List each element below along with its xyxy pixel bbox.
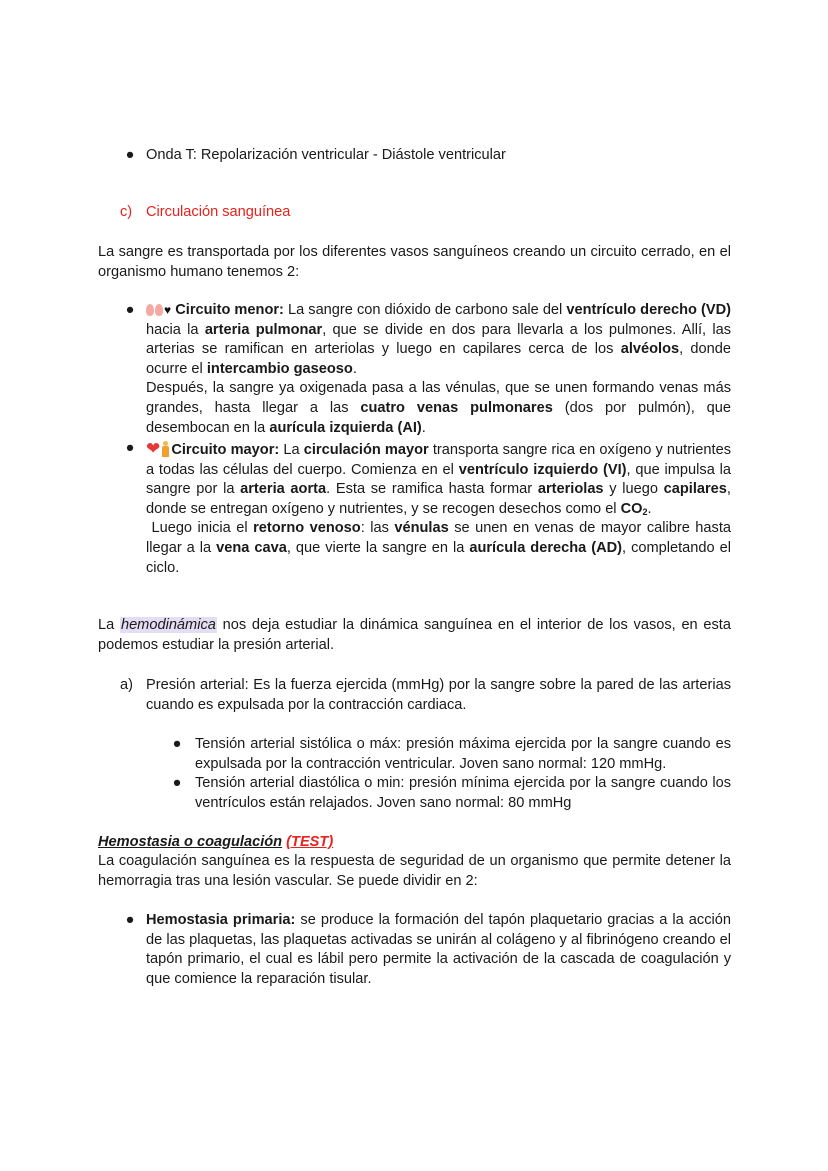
onda-t-text: Onda T: Repolarización ventricular - Diástole ventricular xyxy=(146,147,506,163)
hemostasia-primaria-item: ● Hemostasia primaria: se produce la formación del tapón plaquetario gracias a la acción de las plaquetas, las plaquetas activadas se unirán al colágeno y al fibrinógeno creando el tapón primario, el cual es lábil pero permite la activación de la cascada de coagulación y que comience la reparación tisular. xyxy=(125,912,731,987)
circuito-menor-paragraph-1: ♥ Circuito menor: La sangre con dióxido de carbono sale del ventrículo derecho (VD) hacia la arteria pulmonar, que se divide en dos para llevarla a los pulmones. Allí, las arterias se ramifican en arteriolas y luego en capilares cerca de los alvéolos, donde ocurre el intercambio gaseoso. xyxy=(146,302,731,377)
circuito-mayor-label: Circuito mayor: xyxy=(171,442,280,458)
highlighted-term: hemodinámica xyxy=(120,617,216,633)
circuito-mayor-item xyxy=(98,439,736,578)
hemodinamica-paragraph: La hemodinámica nos deja estudiar la dinámica sanguínea en el interior de los vasos, en esta podemos estudiar la presión arterial. xyxy=(98,617,731,653)
presion-arterial-text: Presión arterial: Es la fuerza ejercida (mmHg) por la sangre sobre la pared de las arterias cuando es expulsada por la contracción cardiaca. xyxy=(146,677,731,713)
hemostasia-primaria-label: Hemostasia primaria: xyxy=(146,912,296,928)
bullet-icon: ● xyxy=(125,440,135,456)
circuito-mayor-paragraph-1: ❤ Circuito mayor: La circulación mayor transporta sangre rica en oxígeno y nutrientes a todas las células del cuerpo. Comienza en el ventrículo izquierdo (VI), que impulsa la sangre por la arteria aorta. Esta se ramifica hasta formar arteriolas y luego capilares, donde se entregan oxígeno y nutrientes, y se recogen desechos como el $CO_2$. xyxy=(146,439,731,517)
heart-icon: ♥ xyxy=(164,303,172,317)
intro-paragraph: La sangre es transportada por los diferentes vasos sanguíneos creando un circuito cerrado, en el organismo humano tenemos 2: xyxy=(98,244,731,280)
bullet-icon: ● xyxy=(125,147,135,163)
section-title: Circulación sanguínea xyxy=(146,204,291,220)
hemostasia-heading xyxy=(98,833,731,853)
section-marker: c) xyxy=(120,204,133,220)
bullet-icon: ● xyxy=(172,775,182,791)
hemostasia-intro: La coagulación sanguínea es la respuesta de seguridad de un organismo que permite detener la hemorragia tras una lesión vascular. Se puede dividir en 2: xyxy=(98,853,731,889)
tension-diastolica-item: ● Tensión arterial diastólica o min: presión mínima ejercida por la sangre cuando los ventrículos están relajados. Joven sano normal: 80 mmHg xyxy=(172,775,731,811)
lungs-icon xyxy=(146,302,164,316)
person-icon xyxy=(162,441,169,457)
bullet-icon: ● xyxy=(125,302,135,318)
circuito-mayor-paragraph-2: Luego inicia el retorno venoso: las vénulas se unen en venas de mayor calibre hasta llegar a la vena cava, que vierte la sangre en la aurícula derecha (AD), completando el ciclo. xyxy=(146,520,736,576)
test-tag: (TEST) xyxy=(286,834,334,850)
red-heart-icon: ❤ xyxy=(146,439,161,458)
bullet-icon: ● xyxy=(125,912,135,928)
list-marker: a) xyxy=(120,677,133,693)
co2-formula: $CO_2$ xyxy=(620,500,648,517)
hemostasia-title: Hemostasia o coagulación xyxy=(98,834,283,850)
circuito-menor-item xyxy=(98,301,731,438)
circuito-menor-label: Circuito menor: xyxy=(175,302,284,318)
onda-t-item xyxy=(98,146,779,166)
presion-arterial-item xyxy=(98,676,731,715)
tension-sistolica-item: ● Tensión arterial sistólica o máx: presión máxima ejercida por la sangre cuando es expulsada por la contracción ventricular. Joven sano normal: 120 mmHg. xyxy=(172,736,731,772)
bullet-icon: ● xyxy=(172,736,182,752)
circuito-menor-paragraph-2: Después, la sangre ya oxigenada pasa a las vénulas, que se unen formando venas más grandes, hasta llegar a las cuatro venas pulmonares (dos por pulmón), que desembocan en la aurícula izquierda (AI). xyxy=(146,380,731,436)
